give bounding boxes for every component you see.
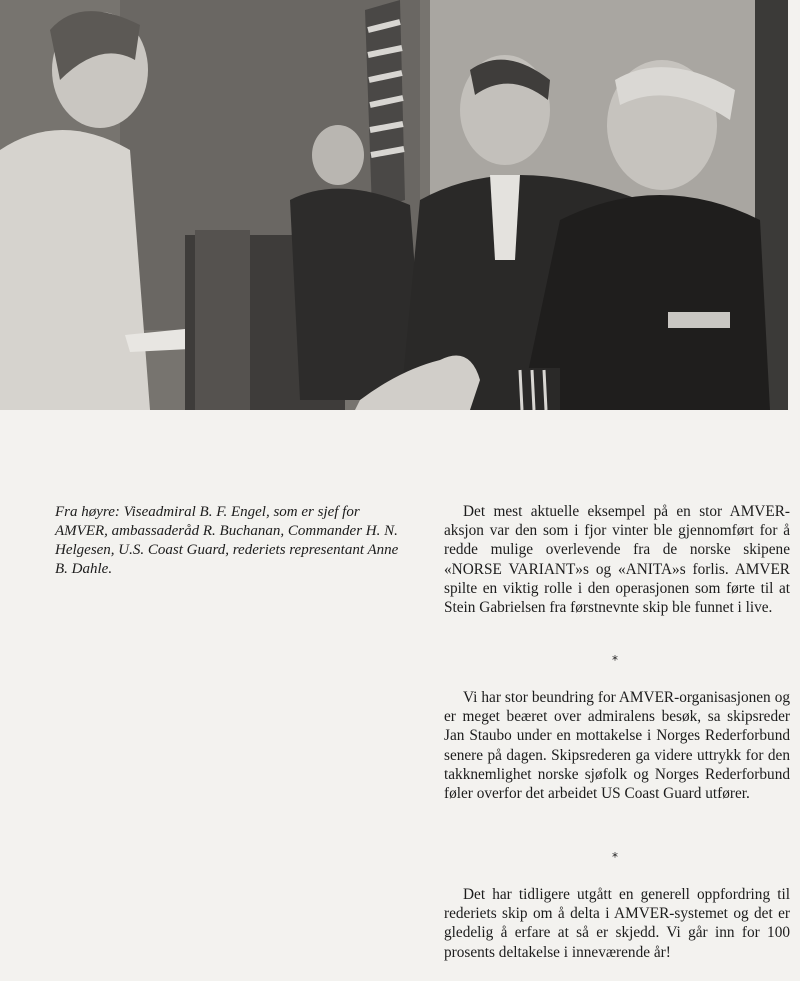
paragraph-text: Vi har stor beundring for AMVER-organisasjonen og er meget beæret over admiralens besøk, sa skipsreder Jan Staubo under en mottakelse i Norges Rederforbund senere på dagen. Skipsrederen ga videre uttrykk for den takknemlighet norske sjøfolk og Norges Rederforbund føler overfor det arbeidet US Coast Guard utfører. — [444, 689, 790, 803]
photo-caption: Fra høyre: Viseadmiral B. F. Engel, som er sjef for AMVER, ambassaderåd R. Buchanan, Commander H. N. Helgesen, U.S. Coast Guard, rederiets representant Anne B. Dahle. — [55, 504, 399, 577]
section-separator: * — [612, 850, 618, 864]
paragraph-text: Det har tidligere utgått en generell oppfordring til rederiets skip om å delta i AMVER-systemet og det er gledelig å erfare at så er skjedd. Vi går inn for 100 prosents deltakelse i inneværende år! — [444, 886, 790, 961]
article-paragraph-2 — [444, 688, 790, 803]
photograph-icon — [0, 0, 788, 410]
section-separator: * — [612, 653, 618, 667]
paragraph-text: Det mest aktuelle eksempel på en stor AMVER-aksjon var den som i fjor vinter ble gjennomført for å redde mulige overlevende fra de norske skipene «NORSE VARIANT»s og «ANITA»s forlis. AMVER spilte en viktig rolle i den operasjonen som førte til at Stein Gabrielsen fra førstnevnte skip ble funnet i live. — [444, 503, 790, 617]
article-paragraph-1 — [444, 502, 790, 617]
photograph — [0, 0, 788, 410]
article-paragraph-3 — [444, 885, 790, 962]
